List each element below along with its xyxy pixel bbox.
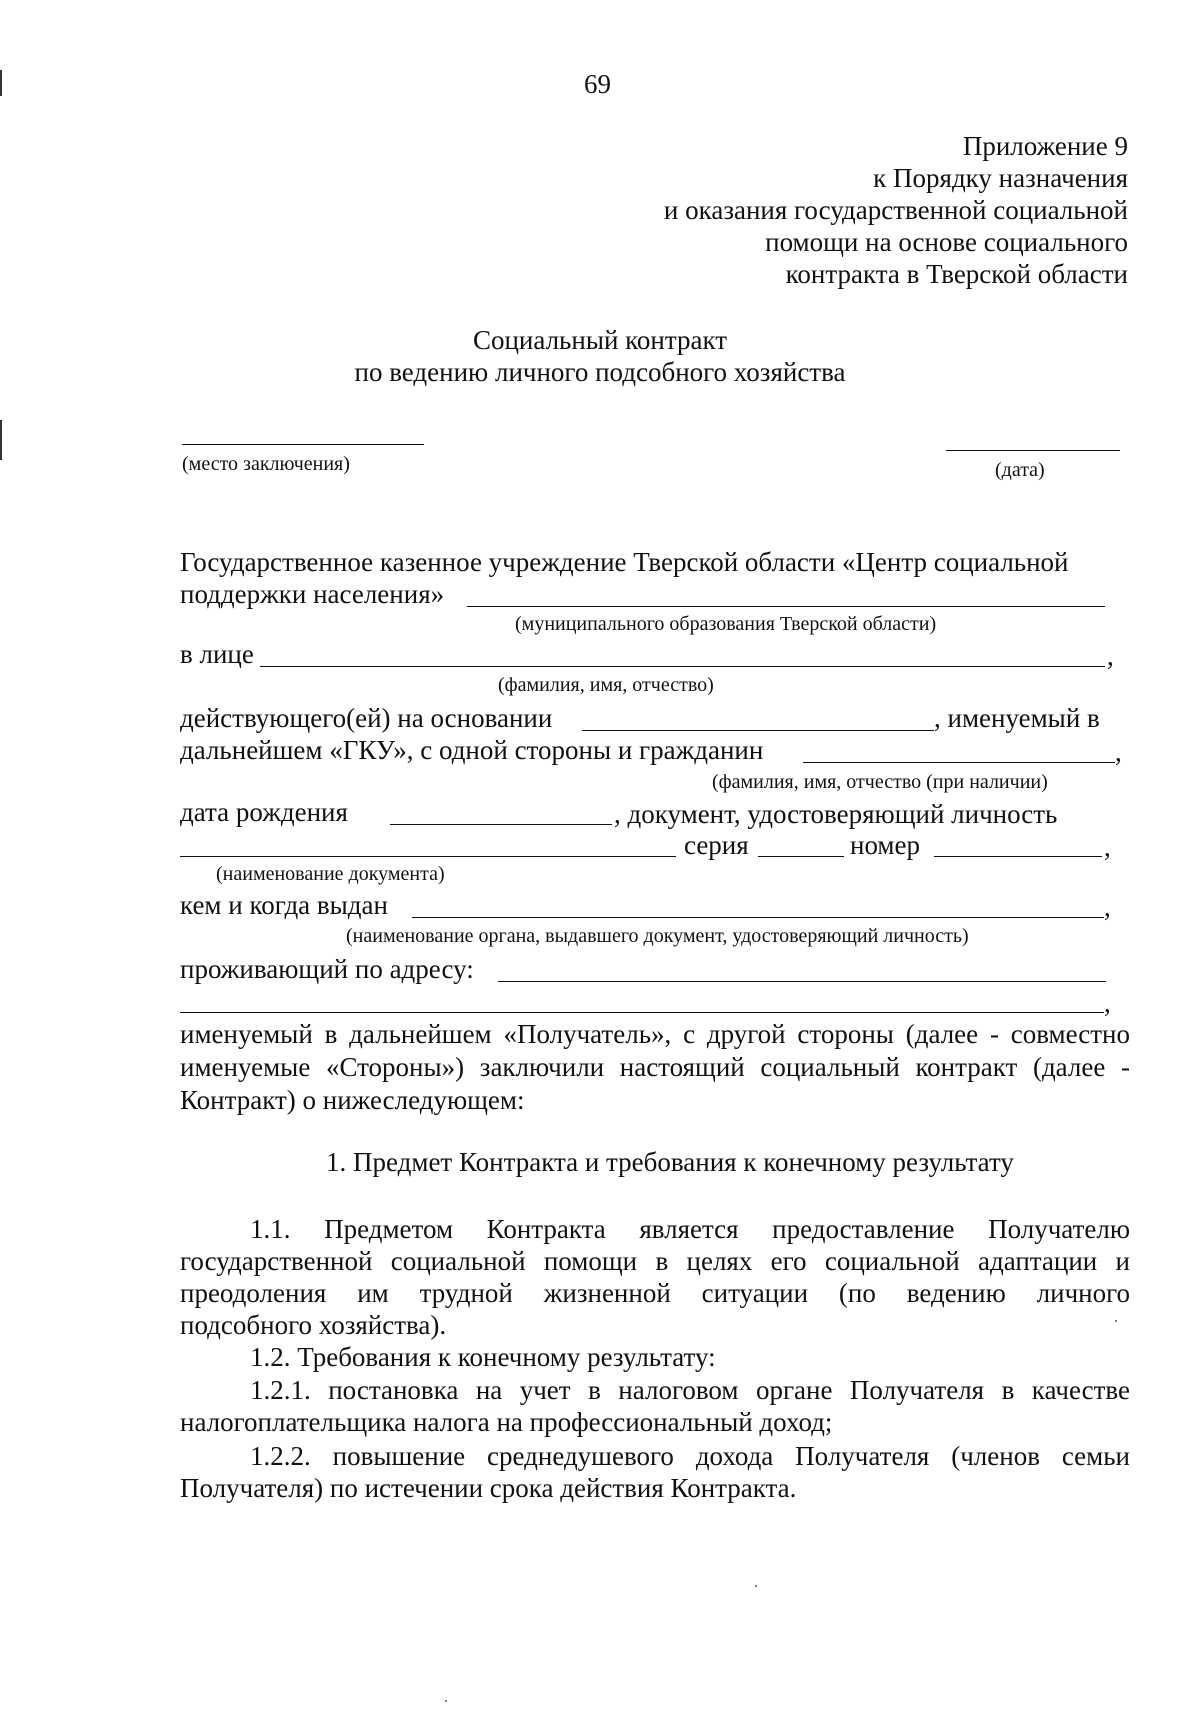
appendix-line-1: Приложение 9 bbox=[962, 131, 1128, 161]
municipality-field-line bbox=[467, 606, 1105, 607]
clause-1-2-2-line-2: Получателя) по истечении срока действия Контракта. bbox=[180, 1473, 797, 1503]
scan-speck bbox=[1115, 1320, 1117, 1322]
comma-4: , bbox=[1104, 892, 1111, 922]
citizen-caption: (фамилия, имя, отчество (при наличии) bbox=[712, 771, 1048, 793]
intro-line-4a: действующего(ей) на основании bbox=[180, 703, 553, 733]
appendix-line-5: контракта в Тверской области bbox=[785, 259, 1128, 289]
citizen-field-line bbox=[803, 762, 1115, 763]
intro-line-4b: , именуемый в bbox=[934, 703, 1100, 733]
representative-field-line bbox=[260, 666, 1105, 667]
clause-1-1-line-1: 1.1. Предметом Контракта является предоставление Получателю bbox=[250, 1214, 1130, 1244]
intro-line-5: дальнейшем «ГКУ», с одной стороны и гражданин bbox=[180, 735, 764, 765]
section-1-heading: 1. Предмет Контракта и требования к конечному результату bbox=[326, 1147, 1014, 1177]
birthdate-field-line bbox=[390, 824, 612, 825]
appendix-line-4: помощи на основе социального bbox=[765, 227, 1128, 257]
date-field-line bbox=[946, 450, 1120, 451]
comma-2: , bbox=[1115, 737, 1122, 767]
issuer-field-line bbox=[412, 917, 1104, 918]
number-label: номер bbox=[850, 830, 921, 860]
intro-line-6a: дата рождения bbox=[180, 797, 348, 827]
scan-speck bbox=[755, 1585, 757, 1587]
document-caption: (наименование документа) bbox=[216, 863, 445, 885]
appendix-line-2: к Порядку назначения bbox=[873, 163, 1128, 193]
clause-1-2-1-line-2: налогоплательщика налога на профессиональный доход; bbox=[180, 1407, 833, 1437]
intro-line-6b: , документ, удостоверяющий личность bbox=[614, 799, 1058, 829]
place-field-line bbox=[182, 444, 424, 445]
comma-3: , bbox=[1104, 832, 1111, 862]
document-subtitle: по ведению личного подсобного хозяйства bbox=[354, 357, 846, 387]
intro-paragraph-line-2: именуемые «Стороны») заключили настоящий социальный контракт (далее - bbox=[180, 1052, 1130, 1082]
intro-paragraph-line-3: Контракт) о нижеследующем: bbox=[180, 1085, 525, 1115]
comma-1: , bbox=[1107, 641, 1114, 671]
intro-paragraph-line-1: именуемый в дальнейшем «Получатель», с другой стороны (далее - совместно bbox=[180, 1019, 1130, 1049]
place-caption: (место заключения) bbox=[182, 453, 350, 475]
address-field-line-2 bbox=[180, 1012, 1104, 1013]
intro-line-2: поддержки населения» bbox=[180, 579, 445, 609]
document-name-field-line bbox=[180, 856, 676, 857]
scan-edge-mark bbox=[0, 420, 2, 460]
municipality-caption: (муниципального образования Тверской области) bbox=[515, 613, 937, 635]
series-field-line bbox=[758, 856, 844, 857]
document-title: Социальный контракт bbox=[472, 325, 728, 355]
scan-speck bbox=[445, 1700, 447, 1702]
date-caption: (дата) bbox=[995, 459, 1045, 481]
intro-line-3: в лице bbox=[180, 639, 254, 669]
clause-1-2-1-line-1: 1.2.1. постановка на учет в налоговом органе Получателя в качестве bbox=[250, 1375, 1130, 1405]
clause-1-1-line-4: подсобного хозяйства). bbox=[180, 1310, 447, 1340]
representative-caption: (фамилия, имя, отчество) bbox=[498, 674, 714, 696]
clause-1-2: 1.2. Требования к конечному результату: bbox=[250, 1342, 716, 1372]
series-label: серия bbox=[684, 830, 749, 860]
intro-line-8: кем и когда выдан bbox=[180, 890, 388, 920]
intro-line-1: Государственное казенное учреждение Тверской области «Центр социальной bbox=[180, 547, 1069, 577]
comma-5: , bbox=[1104, 988, 1111, 1018]
intro-line-9: проживающий по адресу: bbox=[180, 954, 474, 984]
clause-1-1-line-2: государственной социальной помощи в целях его социальной адаптации и bbox=[180, 1246, 1130, 1276]
page-number: 69 bbox=[584, 69, 611, 99]
appendix-line-3: и оказания государственной социальной bbox=[663, 195, 1128, 225]
number-field-line bbox=[934, 856, 1102, 857]
clause-1-1-line-3: преодоления им трудной жизненной ситуации (по ведению личного bbox=[180, 1278, 1130, 1308]
clause-1-2-2-line-1: 1.2.2. повышение среднедушевого дохода Получателя (членов семьи bbox=[250, 1441, 1130, 1471]
scan-edge-mark bbox=[0, 70, 2, 96]
issuer-caption: (наименование органа, выдавшего документ, удостоверяющий личность) bbox=[346, 925, 969, 947]
address-field-line-1 bbox=[498, 981, 1106, 982]
basis-field-line bbox=[582, 730, 934, 731]
